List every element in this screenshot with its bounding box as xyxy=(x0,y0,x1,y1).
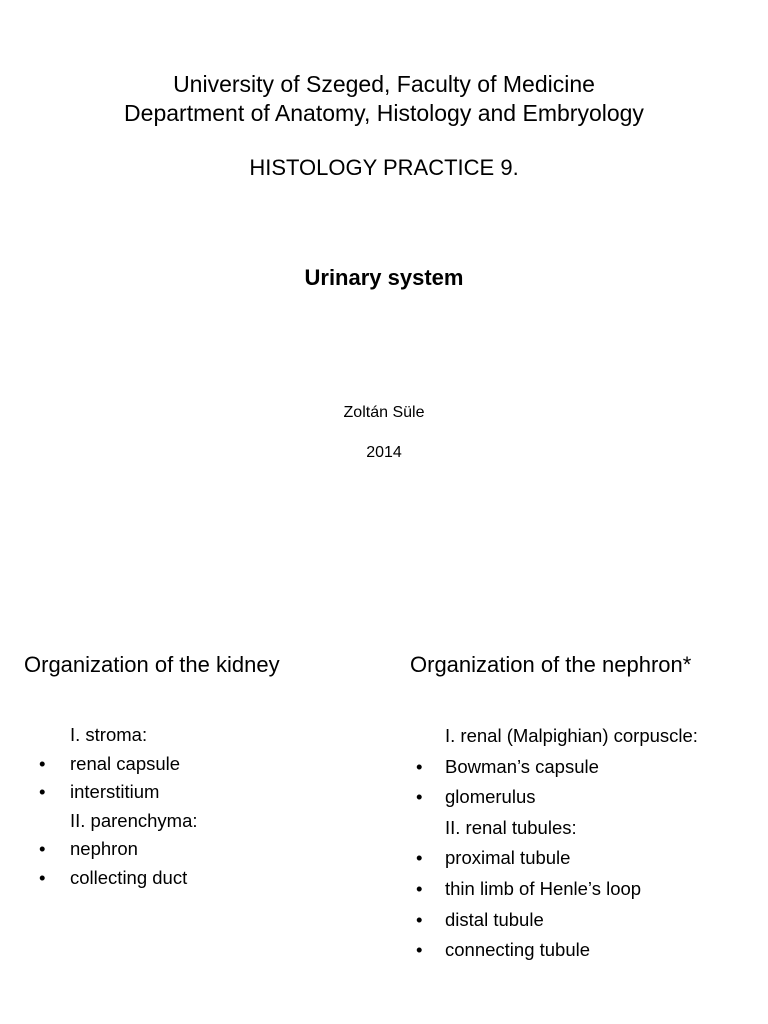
list-item-text: thin limb of Henle’s loop xyxy=(445,877,642,899)
list-item-text: II. parenchyma: xyxy=(70,809,198,831)
bullet-marker: • xyxy=(416,755,423,777)
bullet-marker: • xyxy=(416,786,423,808)
practice-title: HISTOLOGY PRACTICE 9. xyxy=(249,155,519,180)
list-item xyxy=(0,807,384,836)
list-item xyxy=(0,750,384,779)
list-item-text: glomerulus xyxy=(445,786,536,808)
bullet-marker: • xyxy=(39,752,46,774)
bullet-marker: • xyxy=(416,847,423,869)
bullet-marker: • xyxy=(39,838,46,860)
list-item-text: collecting duct xyxy=(70,866,188,888)
list-item xyxy=(0,864,384,893)
list-item xyxy=(0,835,384,864)
list-item xyxy=(384,721,768,752)
list-item-text: proximal tubule xyxy=(445,847,571,869)
list-item xyxy=(384,752,768,783)
list-item-text: interstitium xyxy=(70,781,160,803)
list-item-text: distal tubule xyxy=(445,908,544,930)
topic-title: Urinary system xyxy=(304,265,464,290)
nephron-outline xyxy=(384,721,768,966)
list-item xyxy=(0,778,384,807)
list-item-text: I. stroma: xyxy=(70,724,148,745)
bullet-marker: • xyxy=(39,781,46,803)
list-item xyxy=(384,782,768,813)
bullet-marker: • xyxy=(416,908,423,930)
kidney-outline xyxy=(0,721,384,893)
bullet-marker: • xyxy=(416,939,423,961)
list-item xyxy=(0,721,384,750)
department-line: Department of Anatomy, Histology and Embryology xyxy=(124,100,644,126)
author-name: Zoltán Süle xyxy=(343,404,425,421)
nephron-heading: Organization of the nephron* xyxy=(410,652,692,677)
list-item-text: connecting tubule xyxy=(445,939,591,961)
list-item xyxy=(384,874,768,905)
list-item-text: renal capsule xyxy=(70,752,181,774)
list-item-text: I. renal (Malpighian) corpuscle: xyxy=(445,725,698,746)
list-item xyxy=(384,813,768,844)
university-line: University of Szeged, Faculty of Medicine xyxy=(173,71,595,97)
list-item-text: II. renal tubules: xyxy=(445,816,577,838)
list-item-text: nephron xyxy=(70,838,138,860)
list-item xyxy=(384,843,768,874)
bullet-marker: • xyxy=(39,866,46,888)
kidney-heading: Organization of the kidney xyxy=(24,652,280,677)
list-item xyxy=(384,935,768,966)
bullet-marker: • xyxy=(416,877,423,899)
list-item xyxy=(384,905,768,936)
year: 2014 xyxy=(366,444,402,461)
list-item-text: Bowman’s capsule xyxy=(445,755,599,777)
